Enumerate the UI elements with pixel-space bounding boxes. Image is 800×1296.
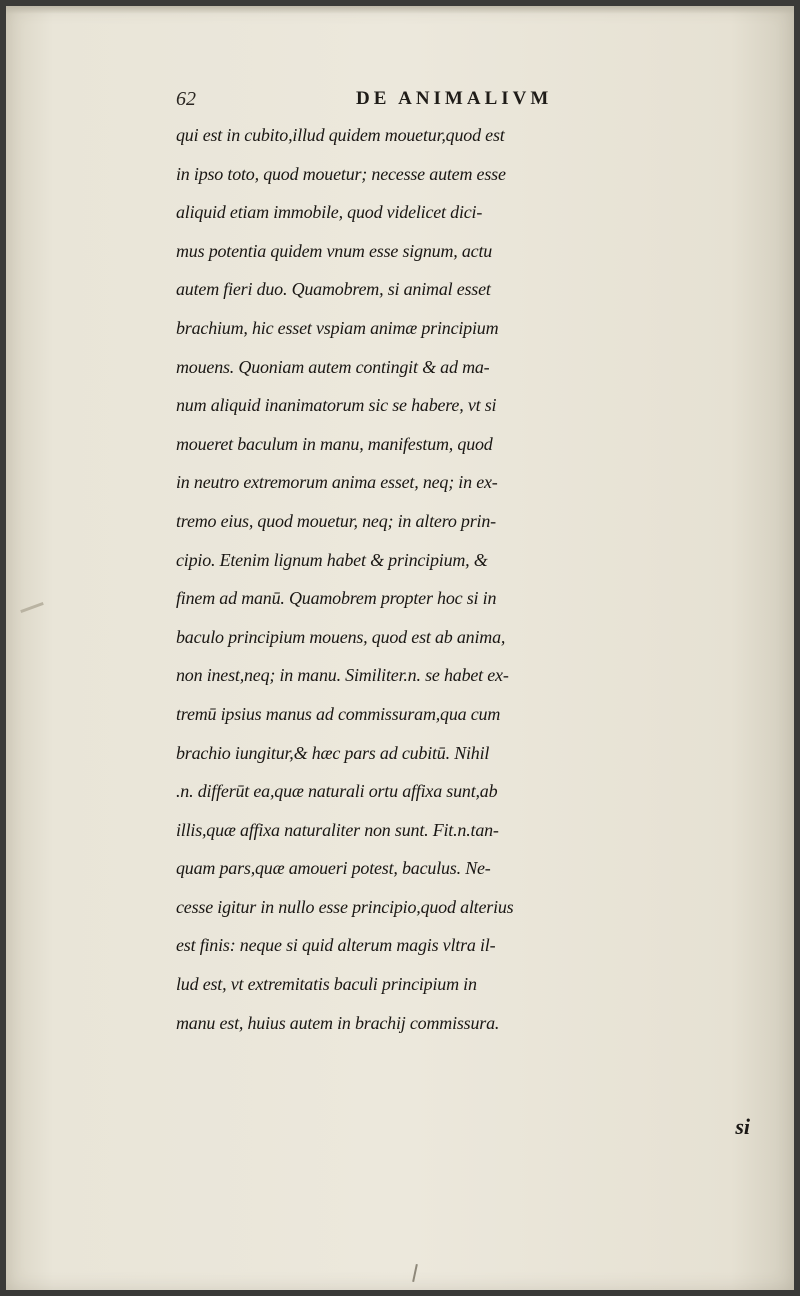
bottom-mark [412,1264,418,1282]
text-line: est finis: neque si quid alterum magis vltra il- [176,935,496,956]
text-line: cipio. Etenim lignum habet & principium, & [176,549,488,570]
text-line: brachio iungitur,& hæc pars ad cubitū. Nihil [176,742,490,763]
text-line: lud est, vt extremitatis baculi principium in [176,974,477,995]
text-line: mus potentia quidem vnum esse signum, actu [176,240,493,261]
text-line: non inest,neq; in manu. Similiter.n. se habet ex- [176,665,509,686]
text-line: aliquid etiam immobile, quod videlicet dici- [176,202,483,223]
text-line: brachium, hic esset vspiam animæ principium [176,317,499,338]
text-line: tremū ipsius manus ad commissuram,qua cum [176,703,501,724]
text-line: qui est in cubito,illud quidem mouetur,quod est [176,125,505,145]
book-page [6,6,794,1290]
running-title: DE ANIMALIVM [356,88,553,109]
catchword: si [735,1114,750,1139]
text-line: illis,quæ affixa naturaliter non sunt. Fit.n.tan- [176,819,499,840]
text-line: quam pars,quæ amoueri potest, baculus. Ne- [176,858,491,879]
text-line: num aliquid inanimatorum sic se habere, vt si [176,395,497,416]
page-number: 62 [176,88,196,110]
text-line: mouens. Quoniam autem contingit & ad ma- [176,356,490,377]
text-line: baculo principium mouens, quod est ab anima, [176,626,506,647]
text-line: .n. differūt ea,quæ naturali ortu affixa sunt,ab [176,781,498,802]
text-line: in neutro extremorum anima esset, neq; in ex- [176,472,498,493]
text-line: autem fieri duo. Quamobrem, si animal esset [176,279,491,300]
text-line: tremo eius, quod mouetur, neq; in altero prin- [176,510,496,531]
page-top-edge [6,6,794,14]
text-line: moueret baculum in manu, manifestum, quod [176,433,493,454]
margin-mark [20,602,44,613]
text-line: manu est, huius autem in brachij commissura. [176,1012,500,1033]
text-block [176,116,776,1042]
text-line: finem ad manū. Quamobrem propter hoc si in [176,588,497,609]
text-line: cesse igitur in nullo esse principio,quod alterius [176,896,514,917]
text-line: in ipso toto, quod mouetur; necesse autem esse [176,163,506,184]
